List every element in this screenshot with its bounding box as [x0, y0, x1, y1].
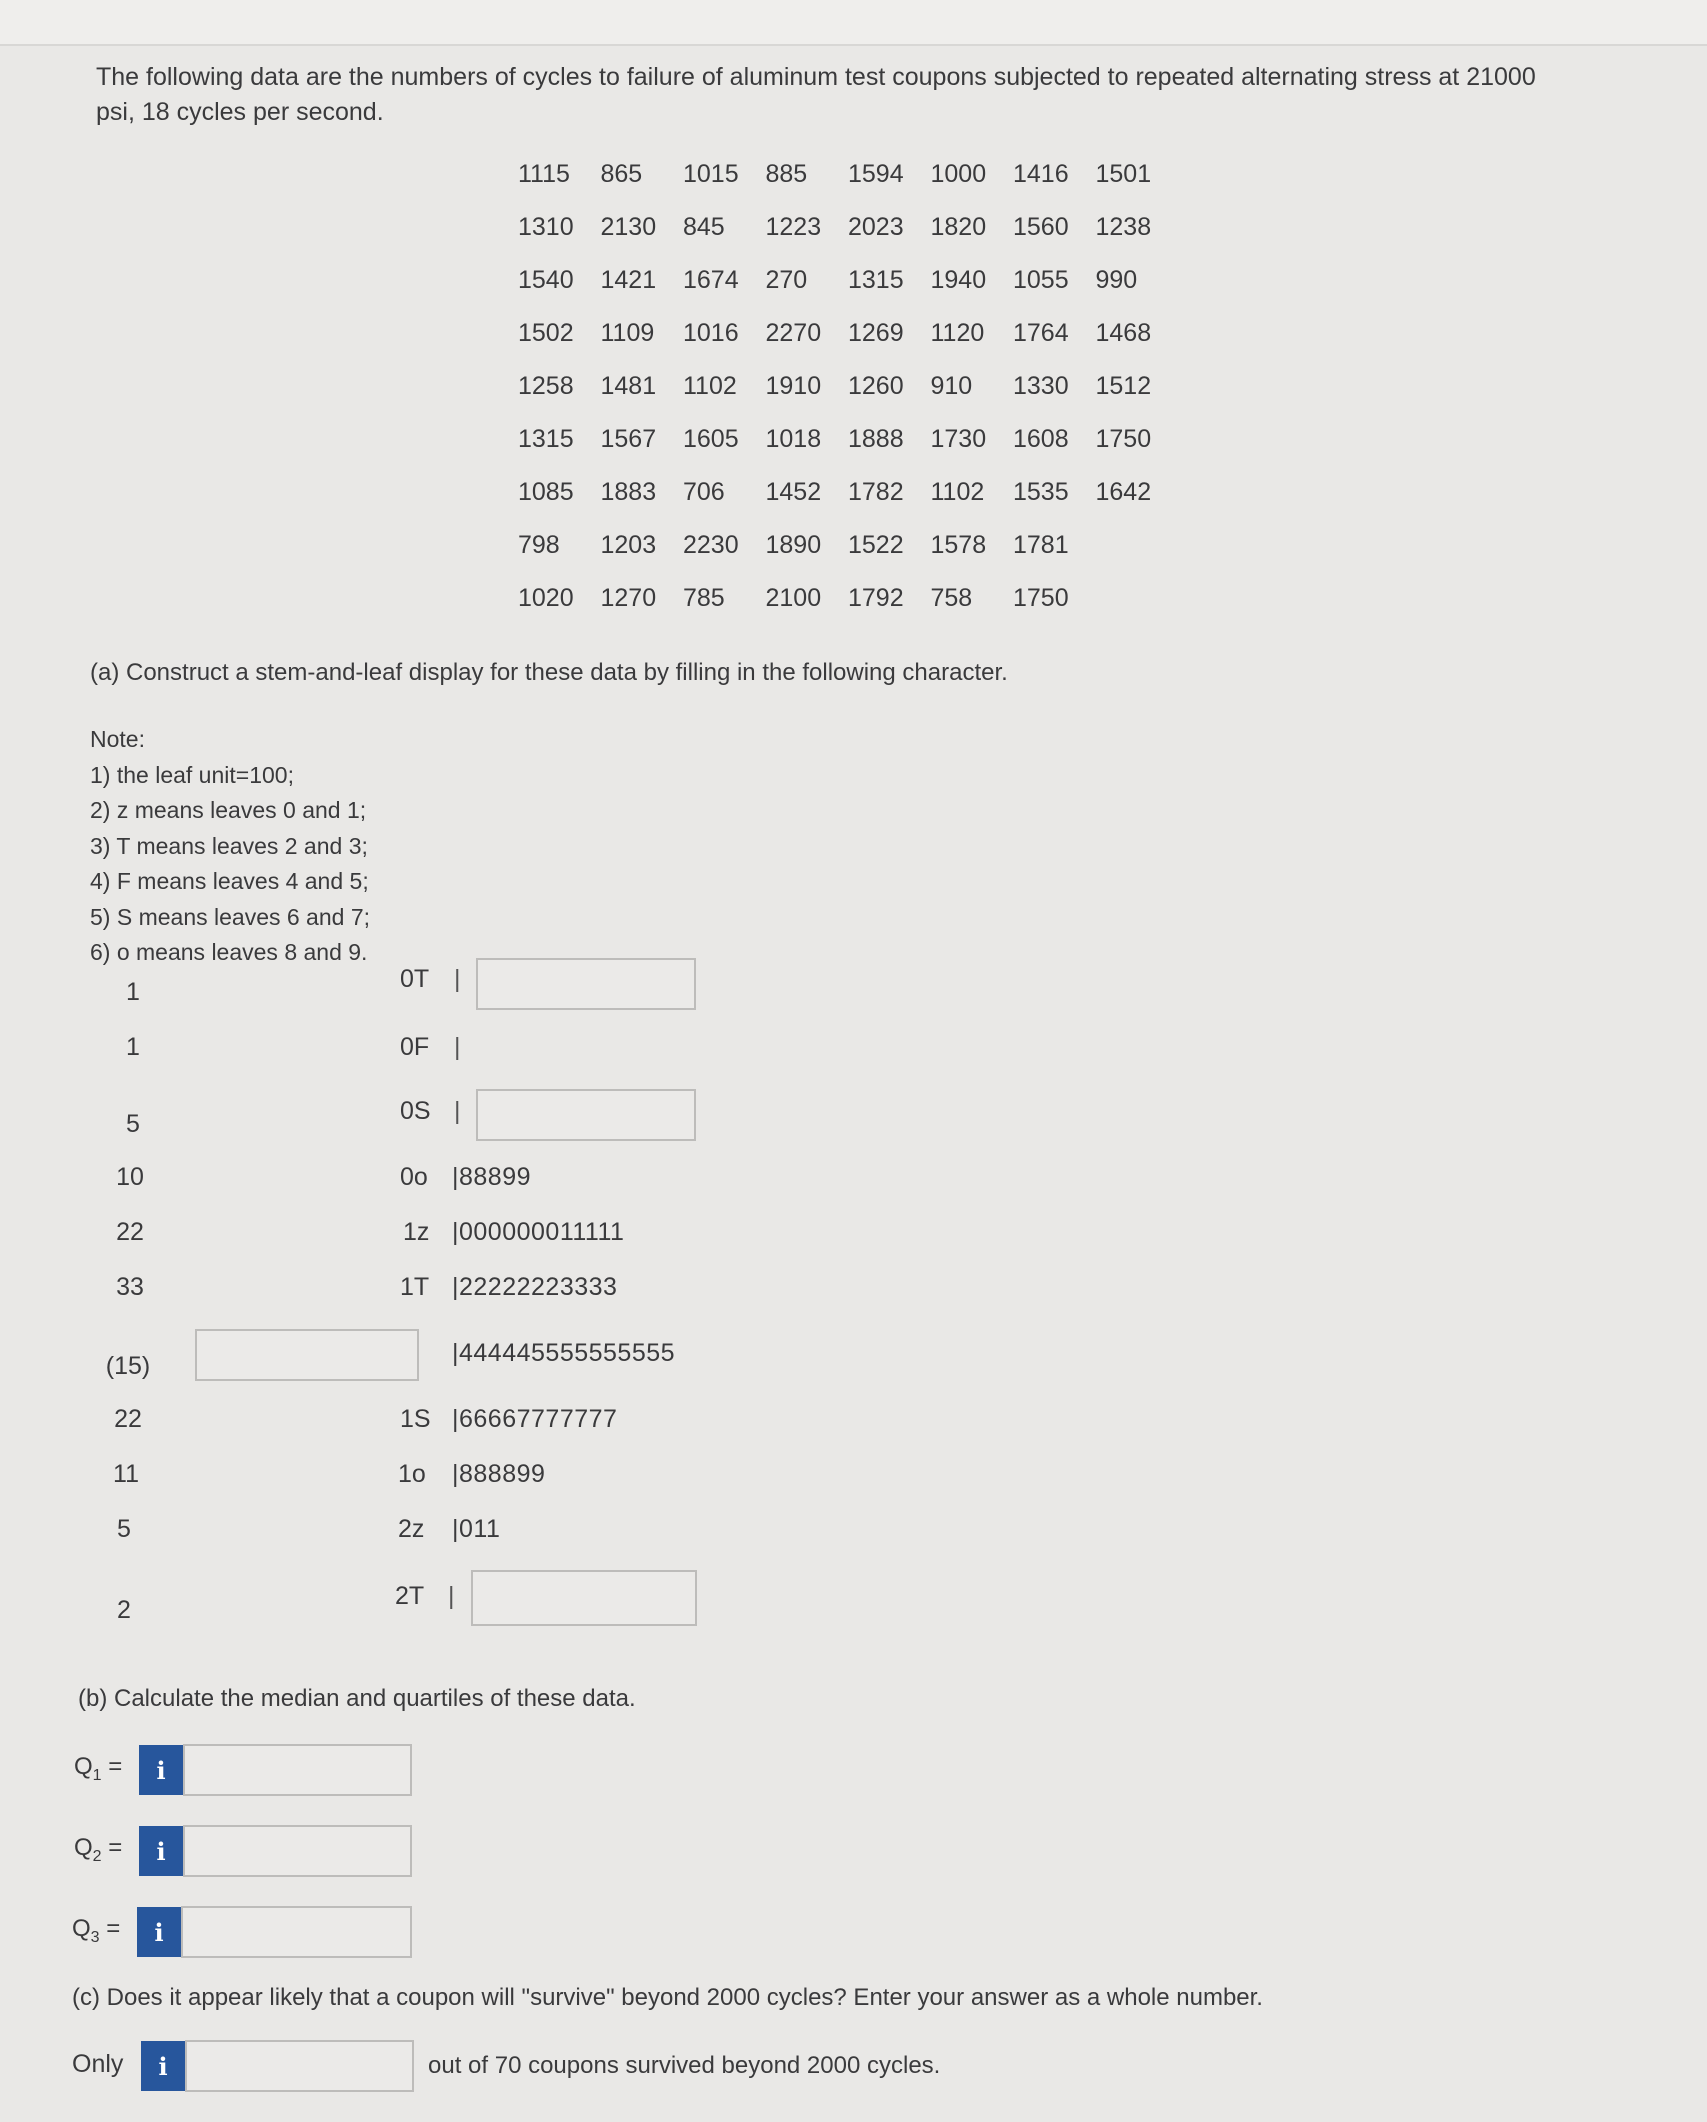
- info-icon[interactable]: i: [139, 1745, 183, 1795]
- info-icon[interactable]: i: [139, 1826, 183, 1876]
- depth-count: 22: [114, 1405, 142, 1433]
- info-icon[interactable]: i: [141, 2041, 185, 2091]
- data-cell: 2130: [600, 213, 657, 241]
- leaf-values: |000000011111: [452, 1218, 625, 1246]
- data-row: [518, 201, 1178, 254]
- data-cell: 1085: [518, 478, 574, 506]
- depth-count: 2: [117, 1596, 131, 1624]
- stem-label: 1T: [400, 1273, 430, 1301]
- leaf-separator: |: [454, 965, 461, 993]
- data-row: [518, 307, 1178, 360]
- data-cell: 1642: [1095, 478, 1152, 506]
- data-cell: 706: [683, 478, 725, 506]
- data-cell: 1452: [765, 478, 822, 506]
- stem-input-1F[interactable]: [195, 1329, 419, 1381]
- notes-block: [90, 722, 370, 971]
- leaf-values: |66667777777: [452, 1405, 618, 1433]
- stem-label: 2z: [398, 1515, 425, 1543]
- data-cell: 1238: [1095, 213, 1152, 241]
- data-cell: 990: [1095, 266, 1138, 294]
- note-item: 3) T means leaves 2 and 3;: [90, 832, 368, 859]
- stem-label: 0F: [400, 1033, 430, 1061]
- q1-input[interactable]: [183, 1744, 412, 1796]
- data-cell: 1535: [1013, 478, 1069, 506]
- data-cell: 1015: [683, 160, 739, 188]
- depth-count: 5: [117, 1515, 131, 1543]
- data-cell: 1055: [1013, 266, 1069, 294]
- stem-label: 0S: [400, 1097, 431, 1125]
- data-cell: 1109: [600, 319, 655, 347]
- leaf-values: |011: [452, 1515, 501, 1543]
- depth-count: 33: [116, 1273, 144, 1301]
- data-cell: 1512: [1095, 372, 1152, 400]
- data-cell: 1594: [848, 160, 904, 188]
- data-table: [518, 148, 1178, 625]
- depth-count: 1: [126, 1033, 140, 1061]
- depth-count: 10: [116, 1163, 144, 1191]
- data-cell: 1315: [848, 266, 904, 294]
- data-cell: 1730: [930, 425, 987, 453]
- depth-count: 11: [113, 1460, 139, 1488]
- data-cell: 1608: [1013, 425, 1069, 453]
- data-cell: 1782: [848, 478, 904, 506]
- data-cell: [1096, 519, 1179, 572]
- data-cell: 1883: [600, 478, 657, 506]
- data-cell: 1501: [1095, 160, 1152, 188]
- data-cell: 1888: [848, 425, 904, 453]
- data-cell: 1890: [765, 531, 822, 559]
- note-item: 6) o means leaves 8 and 9.: [90, 939, 368, 965]
- data-cell: 1468: [1095, 319, 1152, 347]
- data-cell: 1605: [683, 425, 739, 453]
- data-cell: 1416: [1013, 160, 1069, 188]
- data-cell: 2230: [683, 531, 739, 559]
- leaf-values: |22222223333: [452, 1273, 618, 1301]
- leaf-separator: |: [448, 1582, 455, 1610]
- data-cell: 865: [600, 160, 643, 188]
- data-cell: 1421: [600, 266, 657, 294]
- note-item: 2) z means leaves 0 and 1;: [90, 797, 367, 823]
- only-label: Only: [72, 2050, 124, 2078]
- data-cell: 845: [683, 213, 725, 241]
- data-cell: 1578: [930, 531, 987, 559]
- data-cell: 885: [765, 160, 808, 188]
- depth-count: 22: [116, 1218, 144, 1246]
- stem-label: 0T: [400, 965, 430, 993]
- data-cell: 1540: [518, 266, 574, 294]
- data-cell: 1792: [848, 584, 904, 612]
- data-cell: 270: [765, 266, 808, 294]
- data-cell: 1310: [518, 213, 574, 241]
- data-cell: 1018: [765, 425, 822, 453]
- info-icon[interactable]: i: [137, 1907, 181, 1957]
- data-cell: 1000: [930, 160, 987, 188]
- data-cell: 1820: [930, 213, 987, 241]
- data-row: [518, 148, 1178, 201]
- data-cell: 1120: [930, 319, 985, 347]
- data-cell: 1020: [518, 584, 574, 612]
- data-cell: 910: [930, 372, 973, 400]
- data-cell: 1330: [1013, 372, 1069, 400]
- data-cell: 1567: [600, 425, 657, 453]
- data-cell: 1781: [1013, 531, 1069, 559]
- leaf-values: |88899: [452, 1163, 532, 1191]
- data-cell: 1560: [1013, 213, 1069, 241]
- data-row: [518, 360, 1178, 413]
- note-item: 4) F means leaves 4 and 5;: [90, 868, 369, 894]
- stem-label: 0o: [400, 1163, 428, 1191]
- data-cell: 1940: [930, 266, 987, 294]
- data-cell: 1481: [600, 372, 657, 400]
- data-cell: 1223: [765, 213, 822, 241]
- data-cell: 785: [683, 584, 725, 612]
- data-cell: 1260: [848, 372, 904, 400]
- leaf-input-2T[interactable]: [471, 1570, 697, 1626]
- part-c-prompt: (c) Does it appear likely that a coupon will "survive" beyond 2000 cycles? Enter your answer as a whole number.: [72, 1984, 1263, 2011]
- top-bar: [0, 0, 1707, 46]
- data-cell: 1270: [600, 584, 657, 612]
- data-cell: 1315: [518, 425, 574, 453]
- data-row: [518, 254, 1178, 307]
- data-row: [518, 413, 1178, 466]
- q3-input[interactable]: [181, 1906, 412, 1958]
- q2-label: $Q_2$ =: [74, 1834, 123, 1865]
- data-cell: 1522: [848, 531, 904, 559]
- data-cell: 1750: [1013, 584, 1069, 612]
- data-row: [518, 519, 1178, 572]
- data-cell: 1910: [765, 372, 822, 400]
- data-row: [518, 466, 1178, 519]
- survived-suffix: out of 70 coupons survived beyond 2000 cycles.: [428, 2052, 941, 2079]
- depth-count: (15): [105, 1352, 151, 1380]
- q1-label: $Q_1$ =: [74, 1753, 123, 1784]
- q2-input[interactable]: [183, 1825, 412, 1877]
- leaf-separator: |: [454, 1033, 461, 1061]
- data-cell: 1016: [683, 319, 739, 347]
- data-cell: 1102: [930, 478, 985, 506]
- data-row: [518, 572, 1178, 625]
- leaf-separator: |: [454, 1097, 461, 1125]
- leaf-values: |888899: [452, 1460, 546, 1488]
- note-item: 5) S means leaves 6 and 7;: [90, 903, 370, 930]
- data-cell: 1502: [518, 319, 574, 347]
- leaf-input-0T[interactable]: [476, 958, 696, 1010]
- data-cell: 1764: [1013, 319, 1069, 347]
- q3-label: $Q_3$ =: [72, 1915, 121, 1946]
- data-cell: 1102: [683, 372, 737, 400]
- data-cell: 1674: [683, 266, 739, 294]
- survived-count-input[interactable]: [185, 2040, 414, 2092]
- leaf-values: |444445555555555: [452, 1339, 676, 1367]
- data-cell: 798: [518, 531, 560, 559]
- data-cell: 2100: [765, 584, 822, 612]
- depth-count: 5: [126, 1110, 140, 1138]
- stem-label: 1o: [398, 1460, 426, 1488]
- depth-count: 1: [126, 978, 140, 1006]
- note-item: 1) the leaf unit=100;: [90, 761, 294, 788]
- data-cell: 1115: [518, 160, 570, 188]
- data-cell: 2023: [848, 213, 904, 241]
- stem-label: 1z: [403, 1218, 430, 1246]
- data-cell: 1269: [848, 319, 904, 347]
- stem-label: 1S: [400, 1405, 431, 1433]
- data-cell: 1750: [1095, 425, 1152, 453]
- data-cell: 1258: [518, 372, 574, 400]
- note-title: Note:: [90, 726, 145, 752]
- stem-label: 2T: [395, 1582, 425, 1610]
- leaf-input-0S[interactable]: [476, 1089, 696, 1141]
- data-cell: 1203: [600, 531, 657, 559]
- part-b-prompt: (b) Calculate the median and quartiles of these data.: [78, 1685, 636, 1712]
- problem-intro: The following data are the numbers of cycles to failure of aluminum test coupons subjected to repeated alternating stress at 21000 psi, 18 cycles per second.: [96, 63, 1536, 126]
- data-cell: 758: [930, 584, 973, 612]
- part-a-prompt: (a) Construct a stem-and-leaf display for these data by filling in the following character.: [90, 659, 1008, 686]
- data-cell: 2270: [765, 319, 822, 347]
- data-cell: [1096, 572, 1179, 625]
